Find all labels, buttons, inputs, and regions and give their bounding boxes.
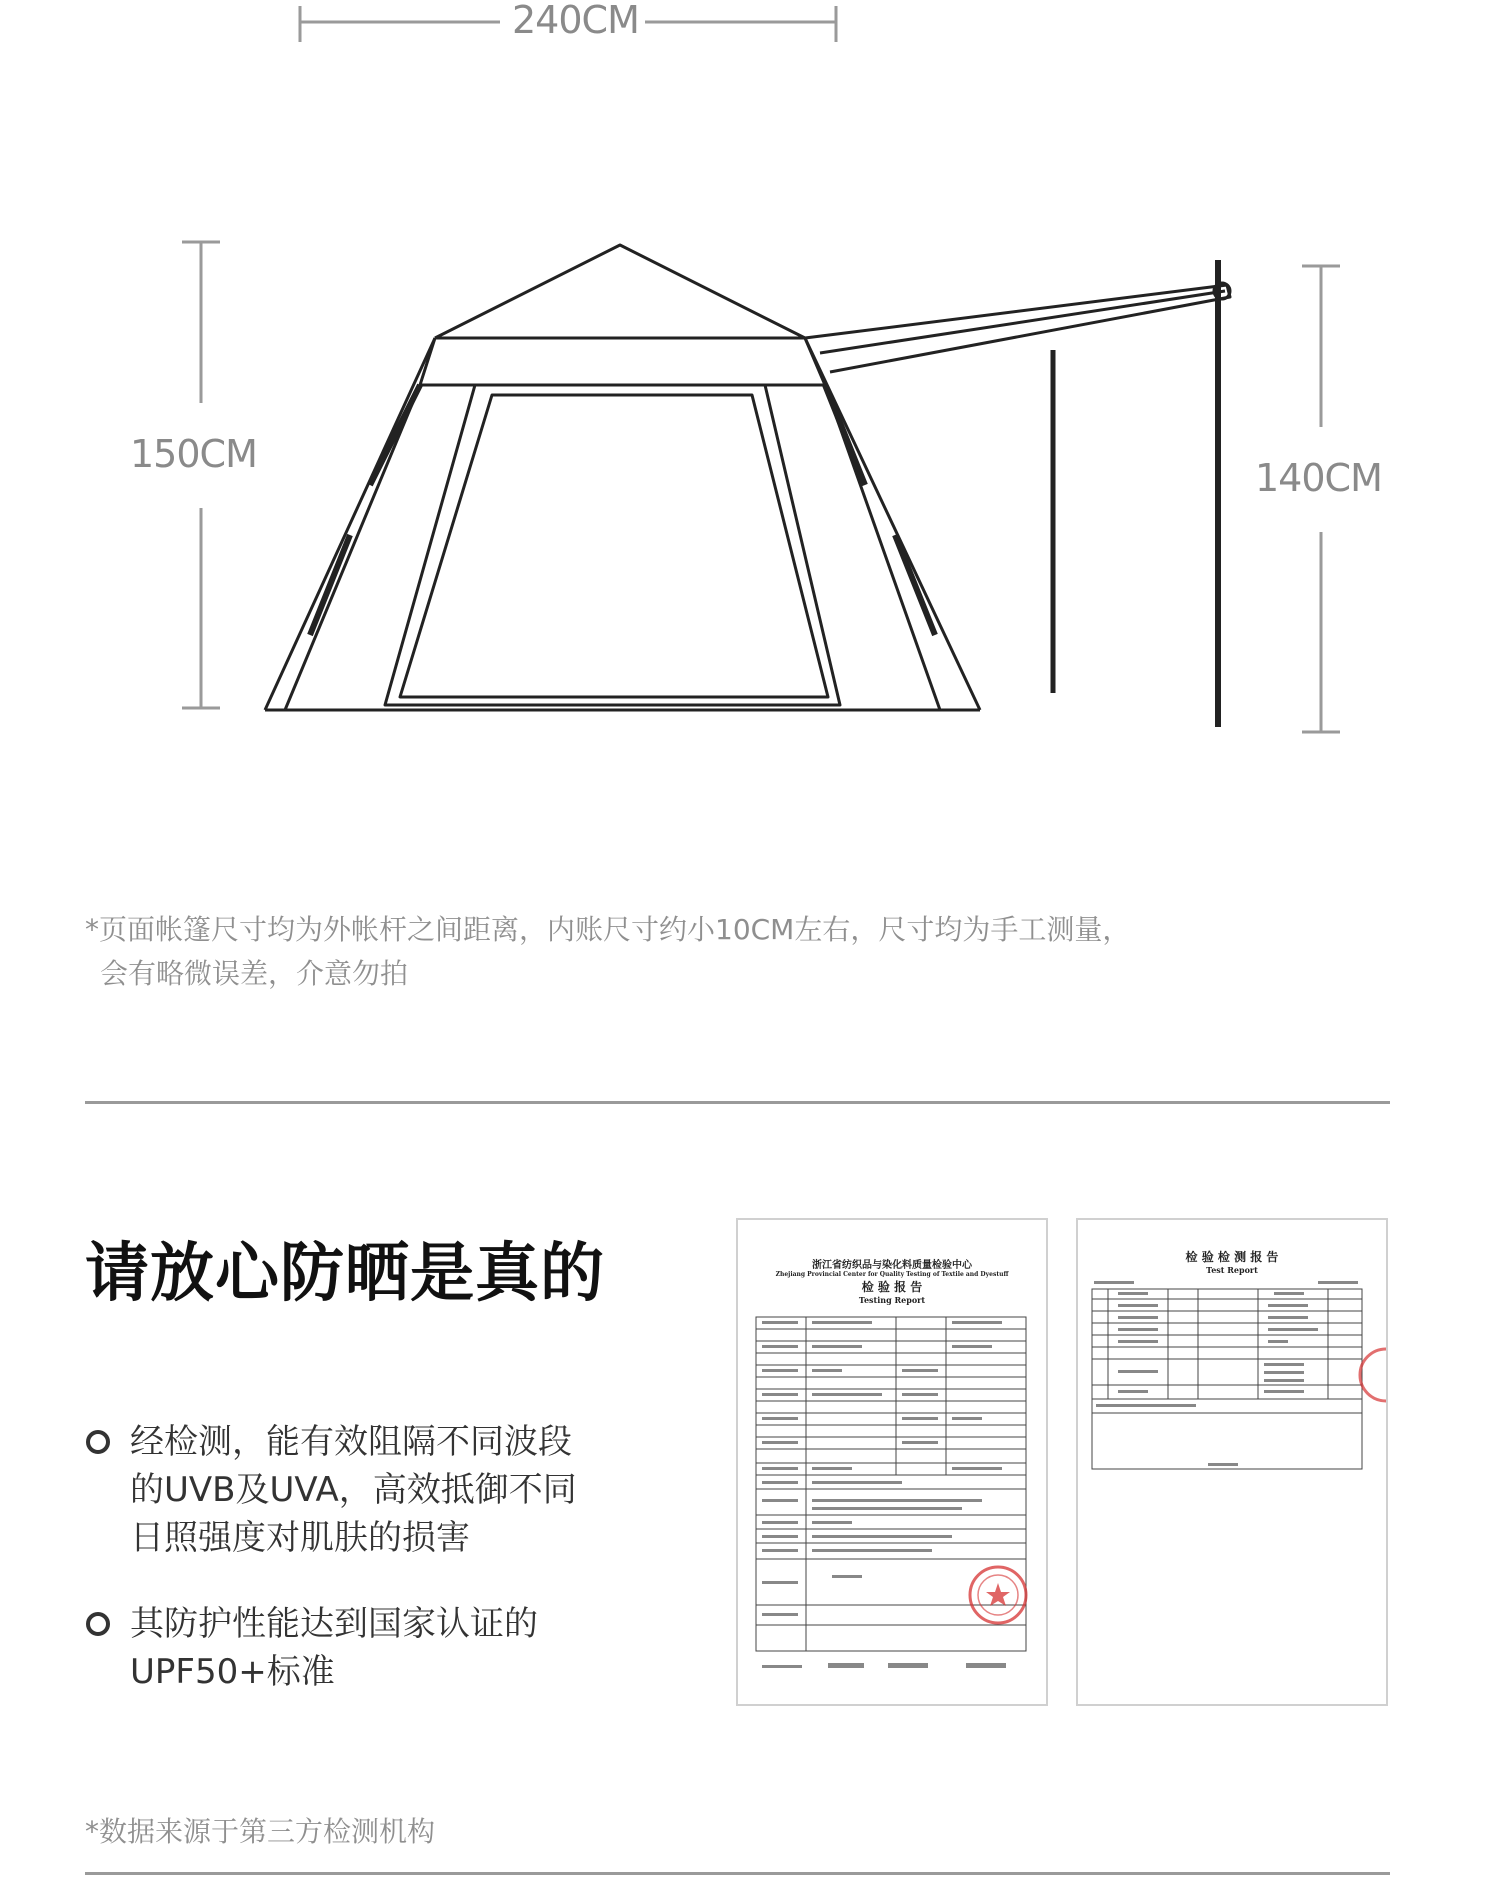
data-source-note: *数据来源于第三方检测机构 bbox=[85, 1815, 436, 1848]
height-label: 150CM bbox=[130, 432, 257, 476]
pole-dimension-line bbox=[1300, 262, 1360, 742]
red-stamp-seal bbox=[1360, 1349, 1386, 1401]
pole-label: 140CM bbox=[1255, 456, 1382, 500]
report-title-cn: 检 验 检 测 报 告 bbox=[1185, 1250, 1279, 1264]
test-report-image-right bbox=[1076, 1218, 1388, 1706]
section-divider bbox=[85, 1101, 1390, 1104]
report-title-en: Test Report bbox=[1206, 1265, 1258, 1275]
bullet-text: 经检测，能有效阻隔不同波段 的UVB及UVA，高效抵御不同 日照强度对肌肤的损害 bbox=[130, 1422, 577, 1558]
bottom-divider bbox=[85, 1872, 1390, 1875]
bullet-dot bbox=[86, 1430, 110, 1454]
bullet-item bbox=[86, 1418, 600, 1562]
test-report-image-left bbox=[736, 1218, 1048, 1706]
section-heading: 请放心防晒是真的 bbox=[85, 1237, 605, 1311]
size-disclaimer-line2: 会有略微误差，介意勿拍 bbox=[100, 957, 409, 990]
report-org-cn: 浙江省纺织品与染化料质量检验中心 bbox=[812, 1260, 972, 1271]
bullet-item bbox=[86, 1600, 600, 1696]
report-table-left bbox=[738, 1305, 1046, 1705]
bullet-text: 其防护性能达到国家认证的 UPF50+标准 bbox=[130, 1604, 538, 1692]
width-label: 240CM bbox=[512, 0, 639, 42]
tent-drawing bbox=[250, 235, 1260, 745]
report-title-cn: 检 验 报 告 bbox=[861, 1280, 923, 1294]
height-dimension-line bbox=[180, 238, 240, 718]
report-org-en: Zhejiang Provincial Center for Quality Testing of Textile and Dyestuff bbox=[775, 1271, 1009, 1278]
size-disclaimer-line1: *页面帐篷尺寸均为外帐杆之间距离，内账尺寸约小10CM左右，尺寸均为手工测量， bbox=[85, 913, 1131, 946]
report-title-en: Testing Report bbox=[858, 1295, 926, 1305]
bullet-dot bbox=[86, 1612, 110, 1636]
report-table-right bbox=[1078, 1275, 1386, 1495]
